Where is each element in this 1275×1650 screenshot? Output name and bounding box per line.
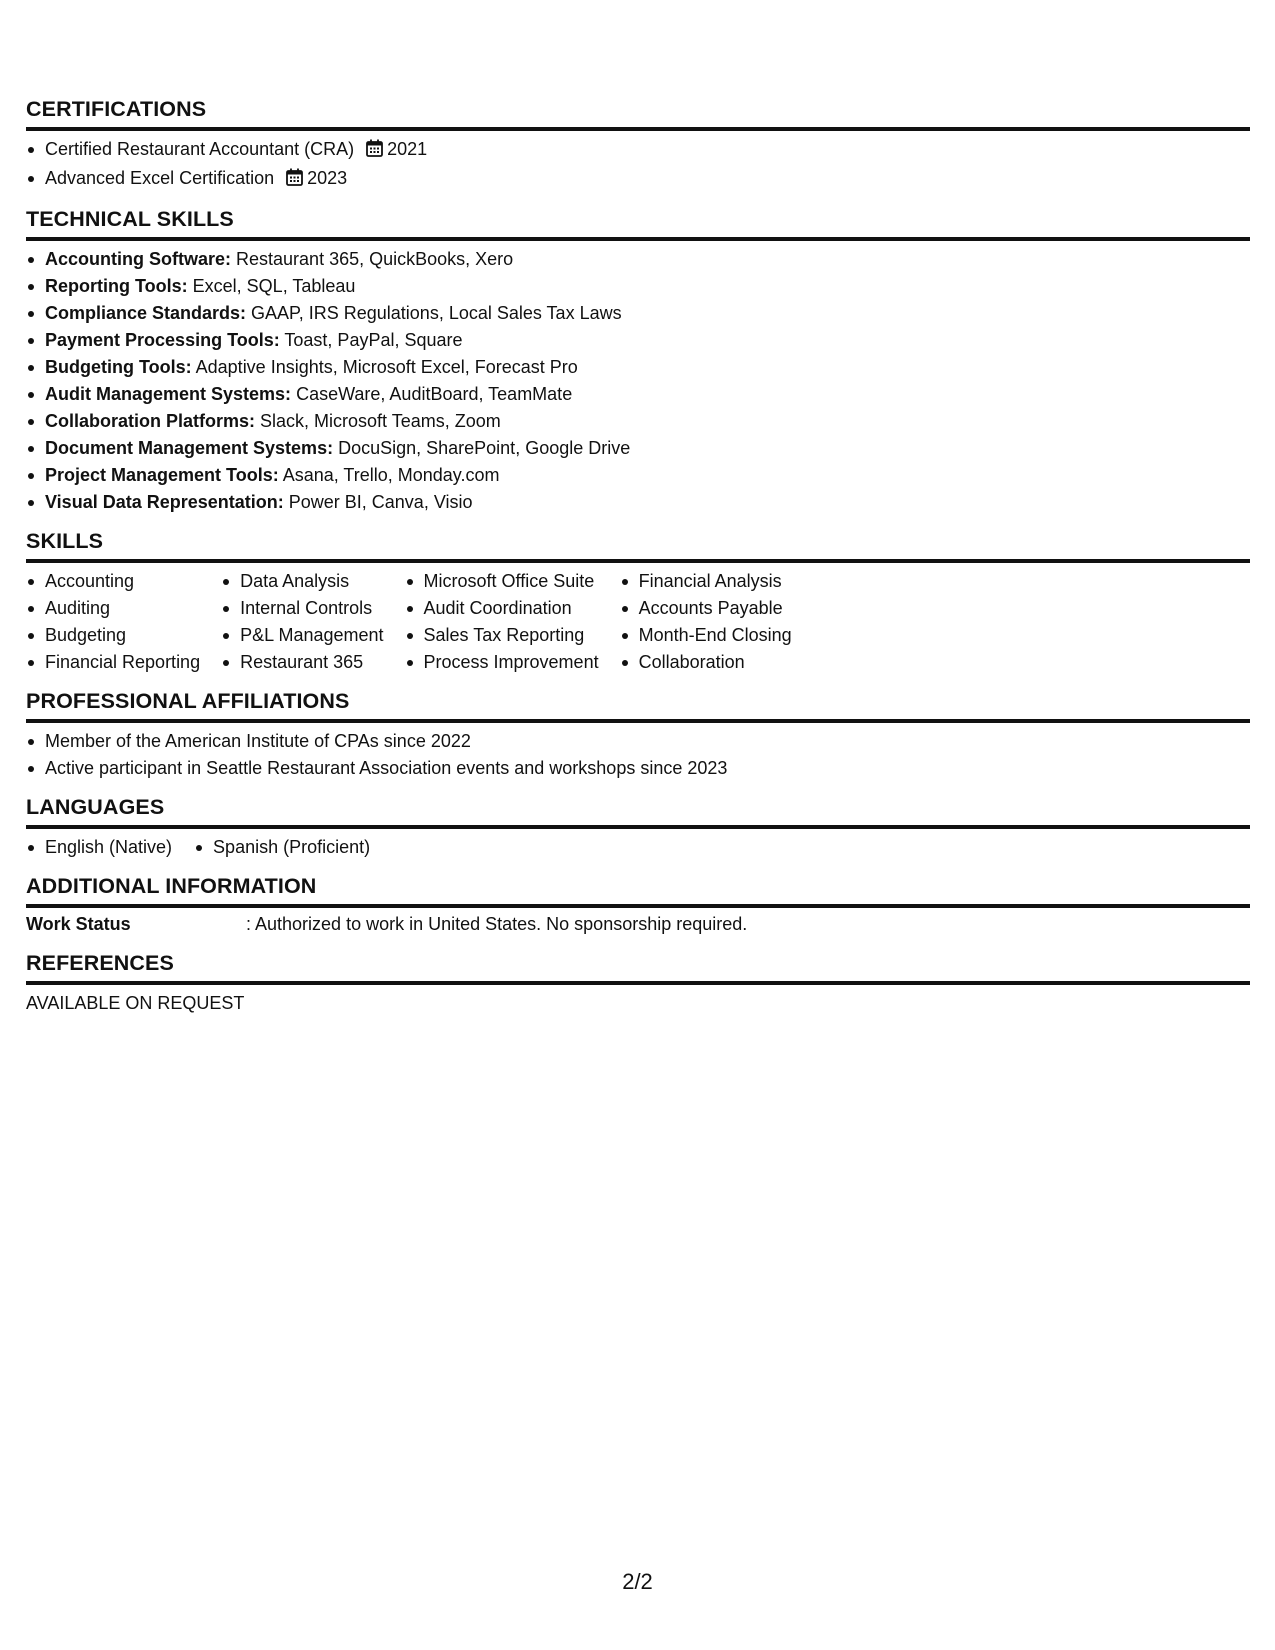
skills-column xyxy=(26,568,200,676)
skill-item: Collaboration xyxy=(620,649,792,676)
section-title-certifications: CERTIFICATIONS xyxy=(26,94,1250,131)
technical-skill-value: Asana, Trello, Monday.com xyxy=(278,465,500,485)
technical-skill-value: GAAP, IRS Regulations, Local Sales Tax Laws xyxy=(246,303,622,323)
technical-skill-label: Payment Processing Tools: xyxy=(45,330,280,350)
skill-item: Microsoft Office Suite xyxy=(405,568,599,595)
technical-skill-label: Audit Management Systems: xyxy=(45,384,292,404)
skill-item: Accounts Payable xyxy=(620,595,792,622)
technical-skill-item xyxy=(26,300,1250,327)
skills-column xyxy=(620,568,792,676)
technical-skill-label: Collaboration Platforms: xyxy=(45,411,256,431)
technical-skill-item xyxy=(26,246,1250,273)
technical-skill-value: DocuSign, SharePoint, Google Drive xyxy=(333,438,631,458)
certification-name: Certified Restaurant Accountant (CRA) xyxy=(45,139,355,159)
calendar-icon xyxy=(286,167,303,194)
certification-name: Advanced Excel Certification xyxy=(45,168,275,188)
technical-skill-item xyxy=(26,408,1250,435)
skill-item: Financial Reporting xyxy=(26,649,200,676)
technical-skill-item xyxy=(26,381,1250,408)
section-title-additional-info: ADDITIONAL INFORMATION xyxy=(26,871,1250,908)
technical-skill-label: Visual Data Representation: xyxy=(45,492,284,512)
technical-skill-label: Compliance Standards: xyxy=(45,303,247,323)
language-item: English (Native) xyxy=(26,834,172,861)
technical-skill-value: Toast, PayPal, Square xyxy=(279,330,463,350)
skills-column xyxy=(405,568,599,676)
technical-skill-item xyxy=(26,489,1250,516)
work-status-value: : Authorized to work in United States. No sponsorship required. xyxy=(246,914,748,934)
technical-skill-item xyxy=(26,354,1250,381)
skill-item: P&L Management xyxy=(221,622,383,649)
certifications-list xyxy=(26,136,1250,194)
technical-skill-label: Document Management Systems: xyxy=(45,438,334,458)
technical-skill-value: Excel, SQL, Tableau xyxy=(187,276,356,296)
certification-year: 2023 xyxy=(307,168,348,188)
certification-year: 2021 xyxy=(387,139,428,159)
skill-item: Audit Coordination xyxy=(405,595,599,622)
skill-item: Accounting xyxy=(26,568,200,595)
work-status-label: Work Status xyxy=(26,914,131,934)
languages-section xyxy=(26,792,1250,861)
certifications-section xyxy=(26,94,1250,194)
technical-skill-label: Accounting Software: xyxy=(45,249,232,269)
technical-skill-item xyxy=(26,273,1250,300)
technical-skill-item xyxy=(26,327,1250,354)
skill-item: Process Improvement xyxy=(405,649,599,676)
affiliation-item: Active participant in Seattle Restaurant Association events and workshops since 2023 xyxy=(26,755,1250,782)
affiliations-section xyxy=(26,686,1250,782)
technical-skill-value: Restaurant 365, QuickBooks, Xero xyxy=(231,249,514,269)
technical-skill-label: Reporting Tools: xyxy=(45,276,188,296)
languages-list xyxy=(26,834,1250,861)
page-number: 2/2 xyxy=(622,1569,653,1594)
calendar-icon xyxy=(366,138,383,165)
skill-item: Budgeting xyxy=(26,622,200,649)
technical-skills-section xyxy=(26,204,1250,516)
skill-item: Data Analysis xyxy=(221,568,383,595)
additional-info-section xyxy=(26,871,1250,938)
certification-item xyxy=(26,136,1250,165)
references-text: AVAILABLE ON REQUEST xyxy=(26,993,245,1013)
skills-section xyxy=(26,526,1250,676)
technical-skill-item xyxy=(26,462,1250,489)
section-title-skills: SKILLS xyxy=(26,526,1250,563)
skill-item: Month-End Closing xyxy=(620,622,792,649)
language-column xyxy=(194,834,370,861)
section-title-technical-skills: TECHNICAL SKILLS xyxy=(26,204,1250,241)
references-section xyxy=(26,948,1250,1017)
skills-grid xyxy=(26,568,1250,676)
technical-skill-label: Budgeting Tools: xyxy=(45,357,192,377)
technical-skill-label: Project Management Tools: xyxy=(45,465,279,485)
section-title-references: REFERENCES xyxy=(26,948,1250,985)
technical-skill-value: Slack, Microsoft Teams, Zoom xyxy=(255,411,501,431)
affiliation-item: Member of the American Institute of CPAs since 2022 xyxy=(26,728,1250,755)
section-title-affiliations: PROFESSIONAL AFFILIATIONS xyxy=(26,686,1250,723)
technical-skill-value: CaseWare, AuditBoard, TeamMate xyxy=(291,384,573,404)
language-item: Spanish (Proficient) xyxy=(194,834,370,861)
skills-column xyxy=(221,568,383,676)
technical-skill-value: Adaptive Insights, Microsoft Excel, Forecast Pro xyxy=(191,357,578,377)
affiliations-list xyxy=(26,728,1250,782)
section-title-languages: LANGUAGES xyxy=(26,792,1250,829)
technical-skills-list xyxy=(26,246,1250,516)
resume-page xyxy=(26,94,1250,1027)
language-column xyxy=(26,834,172,861)
technical-skill-value: Power BI, Canva, Visio xyxy=(283,492,473,512)
skill-item: Financial Analysis xyxy=(620,568,792,595)
skill-item: Auditing xyxy=(26,595,200,622)
technical-skill-item xyxy=(26,435,1250,462)
skill-item: Internal Controls xyxy=(221,595,383,622)
skill-item: Sales Tax Reporting xyxy=(405,622,599,649)
skill-item: Restaurant 365 xyxy=(221,649,383,676)
certification-item xyxy=(26,165,1250,194)
work-status-row xyxy=(26,911,1250,938)
